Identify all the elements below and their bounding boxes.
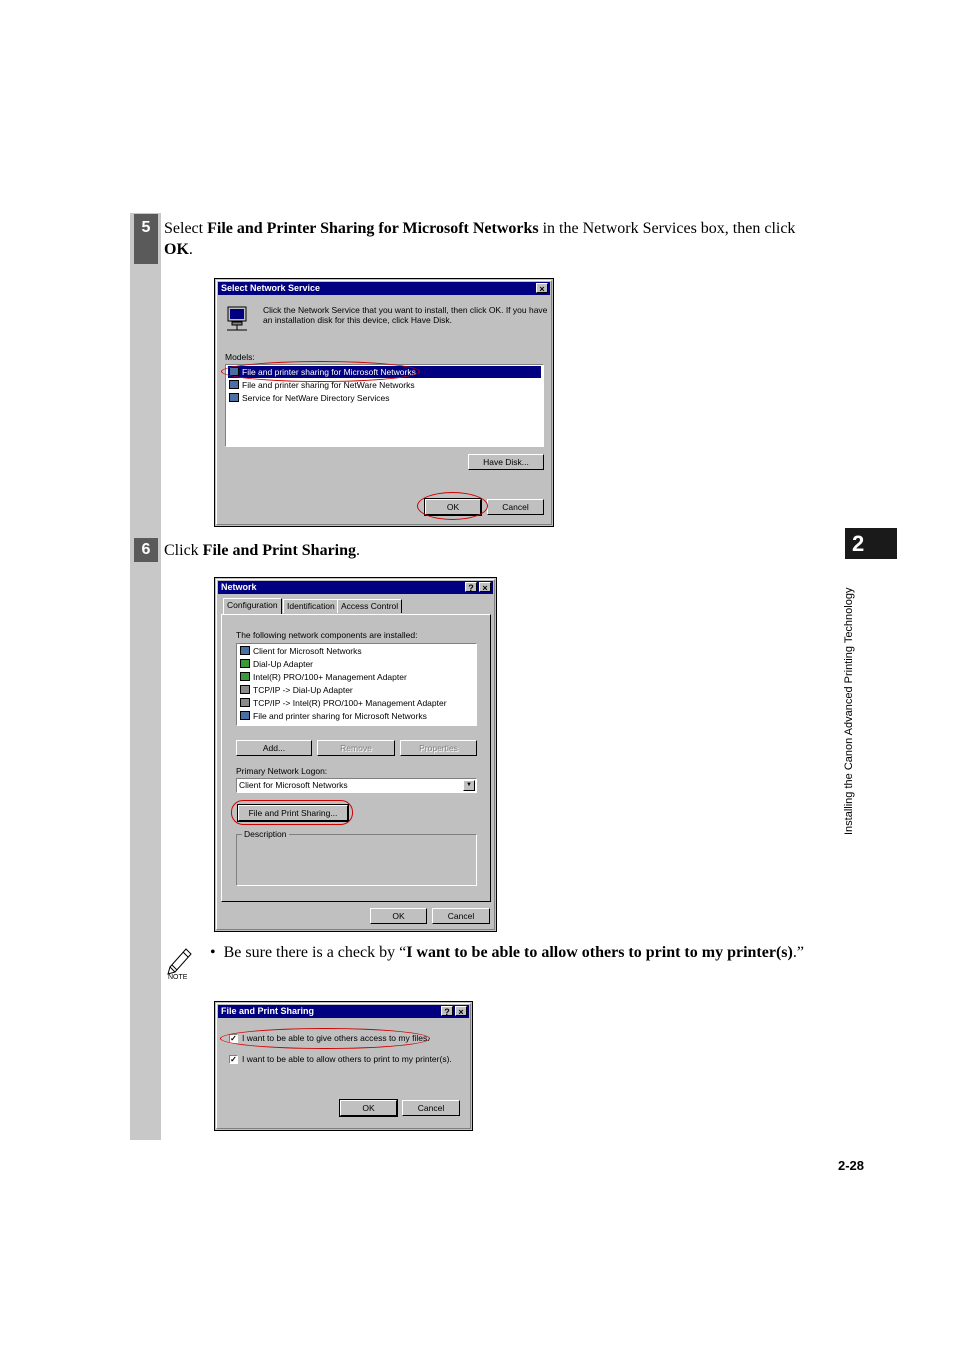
highlight-oval bbox=[417, 492, 488, 520]
list-item-label: Client for Microsoft Networks bbox=[253, 646, 362, 656]
list-item[interactable] bbox=[239, 671, 407, 683]
instruction-line-2: an installation disk for this device, click Have Disk. bbox=[263, 315, 452, 325]
list-item-label: File and printer sharing for NetWare Networks bbox=[242, 380, 415, 390]
share-files-label: I want to be able to give others access to my files. bbox=[242, 1033, 430, 1043]
network-dialog bbox=[214, 577, 497, 932]
bullet: • bbox=[210, 944, 216, 961]
primary-logon-value: Client for Microsoft Networks bbox=[239, 780, 348, 790]
description-label: Description bbox=[244, 829, 287, 839]
have-disk-button[interactable]: Have Disk... bbox=[468, 454, 544, 470]
tab-panel bbox=[221, 614, 491, 902]
list-item[interactable] bbox=[239, 697, 447, 709]
tab-identification[interactable]: Identification bbox=[283, 599, 339, 613]
note-text: • Be sure there is a check by “I want to be able to allow others to print to my printer(s).” bbox=[210, 944, 804, 961]
models-label: Models: bbox=[225, 352, 255, 362]
service-icon bbox=[229, 393, 239, 402]
list-item[interactable] bbox=[239, 684, 353, 696]
service-icon bbox=[229, 380, 239, 389]
components-list[interactable] bbox=[236, 643, 477, 726]
highlight-oval bbox=[231, 800, 353, 825]
share-printers-checkbox[interactable]: ✓ bbox=[230, 1055, 237, 1064]
components-label: The following network components are installed: bbox=[236, 630, 418, 640]
share-files-checkbox[interactable]: ✓ bbox=[230, 1034, 237, 1043]
list-item[interactable] bbox=[239, 645, 362, 657]
ok-button[interactable]: OK bbox=[370, 908, 427, 924]
service-icon bbox=[240, 711, 250, 720]
dialog-titlebar bbox=[218, 581, 493, 594]
properties-button[interactable]: Properties bbox=[400, 740, 477, 756]
description-group bbox=[236, 829, 477, 886]
list-item-label: Intel(R) PRO/100+ Management Adapter bbox=[253, 672, 407, 682]
adapter-icon bbox=[240, 672, 250, 681]
step-5-number: 5 bbox=[134, 214, 158, 264]
protocol-icon bbox=[240, 698, 250, 707]
list-item[interactable] bbox=[239, 658, 313, 670]
highlight-oval bbox=[220, 1028, 430, 1049]
page-number: 2-28 bbox=[838, 1158, 865, 1173]
ok-button[interactable]: OK bbox=[425, 499, 481, 515]
share-printers-label: I want to be able to allow others to print to my printer(s). bbox=[242, 1054, 452, 1064]
instruction-line-1: Click the Network Service that you want to install, then click OK. If you have bbox=[263, 305, 548, 315]
list-item-label: Dial-Up Adapter bbox=[253, 659, 314, 669]
file-and-print-sharing-dialog bbox=[214, 1001, 473, 1131]
list-item-label: TCP/IP -> Intel(R) PRO/100+ Management Adapter bbox=[253, 698, 447, 708]
add-button[interactable]: Add... bbox=[236, 740, 312, 756]
cancel-button[interactable]: Cancel bbox=[432, 908, 490, 924]
dialog-title: Network bbox=[221, 582, 257, 592]
ok-button[interactable]: OK bbox=[340, 1100, 397, 1116]
dialog-titlebar bbox=[218, 1005, 469, 1018]
network-service-icon bbox=[225, 305, 251, 331]
note-pencil-icon bbox=[166, 945, 194, 981]
step-6-number: 6 bbox=[134, 538, 158, 562]
dialog-title: Select Network Service bbox=[221, 283, 321, 293]
step-sidebar-bar bbox=[130, 213, 161, 1140]
protocol-icon bbox=[240, 685, 250, 694]
primary-logon-select[interactable] bbox=[236, 778, 477, 793]
list-item[interactable] bbox=[228, 392, 390, 404]
adapter-icon bbox=[240, 659, 250, 668]
primary-logon-label: Primary Network Logon: bbox=[236, 766, 328, 776]
list-item-label: Service for NetWare Directory Services bbox=[242, 393, 390, 403]
close-button[interactable]: × bbox=[455, 1006, 467, 1016]
list-item-label: TCP/IP -> Dial-Up Adapter bbox=[253, 685, 353, 695]
chevron-down-icon[interactable]: ▼ bbox=[463, 780, 475, 791]
tab-access-control[interactable]: Access Control bbox=[337, 599, 402, 613]
close-button[interactable]: × bbox=[536, 283, 548, 293]
client-icon bbox=[240, 646, 250, 655]
help-button[interactable]: ? bbox=[441, 1006, 453, 1016]
help-button[interactable]: ? bbox=[465, 582, 477, 592]
step-5-text: Select File and Printer Sharing for Microsoft Networks in the Network Services box, then click OK. bbox=[164, 220, 796, 258]
remove-button[interactable]: Remove bbox=[317, 740, 395, 756]
step-6-text: Click File and Print Sharing. bbox=[164, 542, 361, 559]
select-network-service-dialog bbox=[214, 278, 554, 527]
note-label: NOTE bbox=[168, 974, 188, 981]
close-button[interactable]: × bbox=[479, 582, 491, 592]
tab-configuration[interactable]: Configuration bbox=[223, 598, 282, 614]
chapter-side-label: Installing the Canon Advanced Printing Technology bbox=[843, 587, 855, 835]
highlight-oval bbox=[221, 361, 420, 382]
list-item-label: File and printer sharing for Microsoft Networks bbox=[242, 367, 416, 377]
dialog-title: File and Print Sharing bbox=[221, 1006, 315, 1016]
cancel-button[interactable]: Cancel bbox=[402, 1100, 460, 1116]
cancel-button[interactable]: Cancel bbox=[487, 499, 544, 515]
file-and-print-sharing-button[interactable]: File and Print Sharing... bbox=[238, 805, 348, 821]
list-item-label: File and printer sharing for Microsoft Networks bbox=[253, 711, 427, 721]
dialog-titlebar bbox=[218, 282, 550, 295]
chapter-tab: 2 bbox=[845, 528, 897, 559]
list-item[interactable] bbox=[239, 710, 427, 722]
